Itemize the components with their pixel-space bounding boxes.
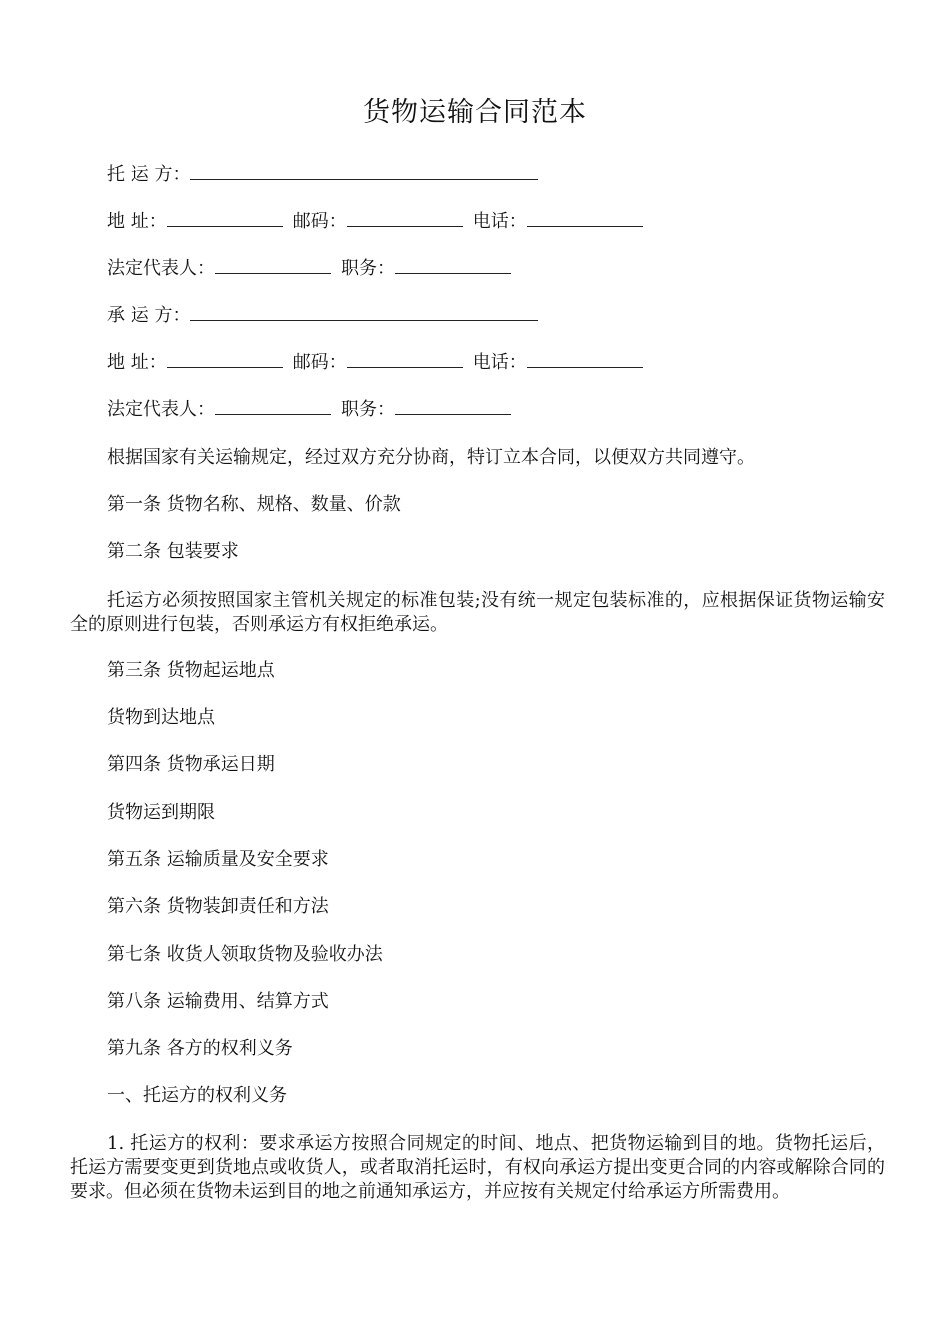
carrier-rep-blank [215, 400, 331, 415]
carrier-postcode-blank [347, 353, 463, 368]
carrier-rep-label: 法定代表人： [107, 399, 215, 420]
carrier-label: 承 运 方： [107, 305, 191, 326]
clause-8: 第八条 运输费用、结算方式 [107, 991, 329, 1012]
carrier-postcode-label: 邮码： [292, 352, 347, 373]
shipper-phone-label: 电话： [472, 211, 527, 232]
shipper-rep-line [107, 256, 511, 282]
page-title: 货物运输合同范本 [363, 97, 587, 128]
clause-7: 第七条 收货人领取货物及验收办法 [107, 944, 383, 965]
carrier-address-label: 地 址： [107, 352, 167, 373]
clause-4-sub: 货物运到期限 [107, 802, 215, 823]
clause-6: 第六条 货物装卸责任和方法 [107, 896, 329, 917]
shipper-rep-blank [215, 259, 331, 274]
shipper-phone-blank [527, 212, 643, 227]
carrier-line [107, 303, 538, 329]
carrier-position-blank [395, 400, 511, 415]
shipper-postcode-label: 邮码： [292, 211, 347, 232]
carrier-phone-label: 电话： [472, 352, 527, 373]
clause-1: 第一条 货物名称、规格、数量、价款 [107, 494, 401, 515]
carrier-phone-blank [527, 353, 643, 368]
clause-3-sub: 货物到达地点 [107, 707, 215, 728]
clause-2: 第二条 包装要求 [107, 541, 239, 562]
shipper-address-label: 地 址： [107, 211, 167, 232]
clause-2-body: 托运方必须按照国家主管机关规定的标准包装;没有统一规定包装标准的，应根据保证货物运输安全的原则进行包装，否则承运方有权拒绝承运。 [70, 590, 885, 635]
shipper-label: 托 运 方： [107, 164, 191, 185]
shipper-rep-label: 法定代表人： [107, 258, 215, 279]
clause-3: 第三条 货物起运地点 [107, 660, 275, 681]
shipper-address-line [107, 209, 643, 235]
carrier-name-blank [190, 306, 538, 321]
shipper-postcode-blank [347, 212, 463, 227]
shipper-position-label: 职务： [341, 258, 395, 279]
shipper-address-blank [167, 212, 283, 227]
shipper-line [107, 162, 538, 188]
carrier-position-label: 职务： [341, 399, 395, 420]
carrier-address-blank [167, 353, 283, 368]
clause-4: 第四条 货物承运日期 [107, 754, 275, 775]
carrier-address-line [107, 350, 643, 376]
shipper-name-blank [190, 165, 538, 180]
shipper-position-blank [395, 259, 511, 274]
preamble: 根据国家有关运输规定，经过双方充分协商，特订立本合同，以便双方共同遵守。 [107, 447, 755, 468]
clause-5: 第五条 运输质量及安全要求 [107, 849, 329, 870]
carrier-rep-line [107, 397, 511, 423]
clause-9-sub-1: 一、托运方的权利义务 [107, 1085, 287, 1106]
clause-9-sub-1-para-1: 1. 托运方的权利：要求承运方按照合同规定的时间、地点、把货物运输到目的地。货物托运后，托运方需要变更到货地点或收货人，或者取消托运时，有权向承运方提出变更合同的内容或解除合同的要求。但必须在货物未运到目的地之前通知承运方，并应按有关规定付给承运方所需费用。 [70, 1133, 885, 1202]
clause-9: 第九条 各方的权利义务 [107, 1038, 293, 1059]
